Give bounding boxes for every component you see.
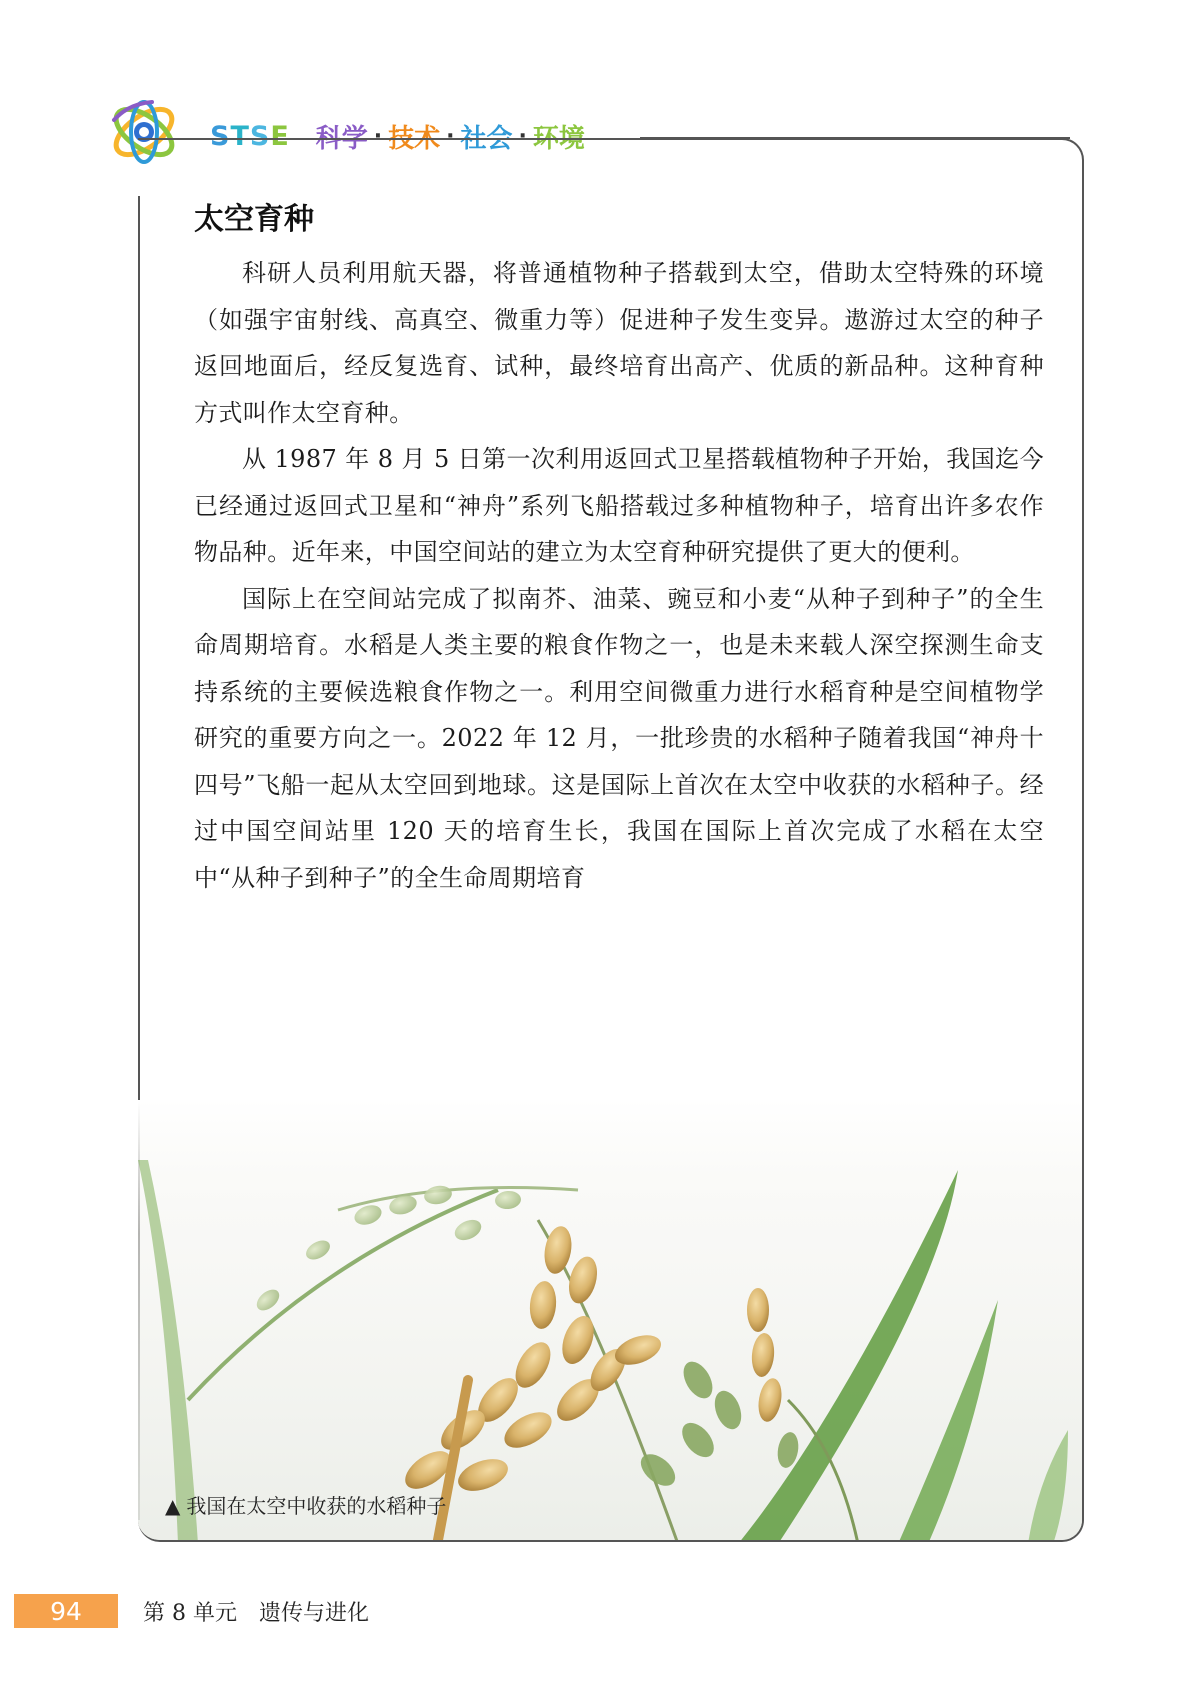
unit-title: 遗传与进化: [258, 1601, 369, 1626]
rice-seeds-photo: [138, 1100, 1084, 1542]
unit-number: 第 8 单元: [143, 1601, 237, 1626]
article-body: [194, 250, 1044, 901]
topic-separator: ·: [446, 123, 455, 149]
topic-separator: ·: [518, 123, 527, 149]
paragraph-2: 从 1987 年 8 月 5 日第一次利用返回式卫星搭载植物种子开始，我国迄今已经通过返回式卫星和“神舟”系列飞船搭载过多种植物种子，培育出许多农作物品种。近年来，中国空间站的建立为太空育种研究提供了更大的便利。: [194, 445, 1044, 566]
topic-environment: 环境: [532, 123, 585, 154]
paragraph-3: 国际上在空间站完成了拟南芥、油菜、豌豆和小麦“从种子到种子”的全生命周期培育。水稻是人类主要的粮食作物之一，也是未来载人深空探测生命支持系统的主要候选粮食作物之一。利用空间微重力进行水稻育种是空间植物学研究的重要方向之一。2022 年 12 月，一批珍贵的水稻种子随着我国“神舟十四号”飞船一起从太空回到地球。这是国际上首次在太空中收获的水稻种子。经过中国空间站里 120 天的培育生长，我国在国际上首次完成了水稻在太空中“从种子到种子”的全生命周期培育: [194, 584, 1044, 892]
caption-triangle-icon: ▲: [165, 1494, 181, 1518]
topic-science: 科学: [315, 123, 368, 154]
stse-brand: STSE: [210, 120, 290, 152]
topic-society: 社会: [460, 123, 513, 154]
topic-technology: 技术: [388, 123, 441, 154]
section-title: 太空育种: [194, 202, 314, 237]
topic-separator: ·: [373, 123, 383, 149]
caption-text: 我国在太空中收获的水稻种子: [186, 1494, 447, 1518]
paragraph-1: 科研人员利用航天器，将普通植物种子搭载到太空，借助太空特殊的环境（如强宇宙射线、高真空、微重力等）促进种子发生变异。遨游过太空的种子返回地面后，经反复选育、试种，最终培育出高产、优质的新品种。这种育种方式叫作太空育种。: [194, 259, 1044, 427]
photo-caption: [165, 1490, 446, 1519]
page-number: 94: [14, 1594, 118, 1628]
unit-label: [143, 1596, 369, 1627]
